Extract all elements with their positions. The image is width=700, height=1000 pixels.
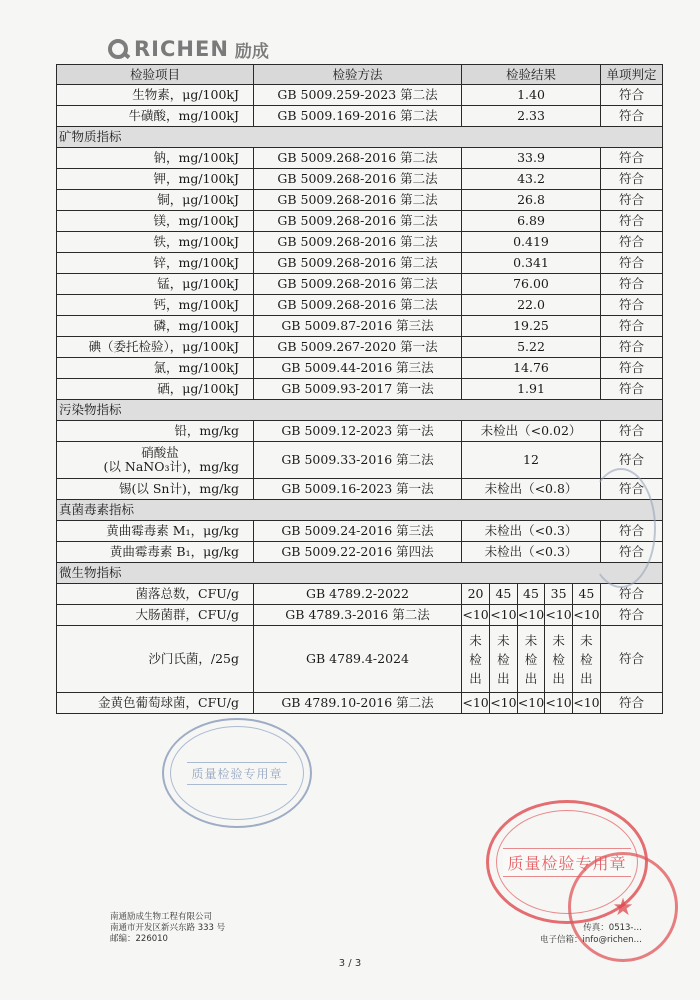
row-item: 黄曲霉毒素 M₁，μg/kg <box>57 521 254 542</box>
row-item: 磷，mg/100kJ <box>57 316 254 337</box>
row-item: 铁，mg/100kJ <box>57 232 254 253</box>
row-method: GB 5009.267-2020 第一法 <box>254 337 462 358</box>
sample-result: 45 <box>572 584 600 604</box>
footer-email: 电子信箱：info@richen… <box>540 935 642 945</box>
row-result: 26.8 <box>462 190 601 211</box>
stamp-ring <box>170 726 304 820</box>
table-row <box>57 253 663 274</box>
row-item-line2: (以 NaNO₃计)，mg/kg <box>103 459 239 474</box>
row-judgement: 符合 <box>601 421 663 442</box>
sample-result: 45 <box>490 584 518 604</box>
sample-result <box>545 626 573 692</box>
row-method: GB 5009.87-2016 第三法 <box>254 316 462 337</box>
sample-result: <10 <box>517 693 545 713</box>
section-title: 真菌毒素指标 <box>57 500 663 521</box>
row-item: 钾，mg/100kJ <box>57 169 254 190</box>
row-method: GB 5009.268-2016 第二法 <box>254 253 462 274</box>
table-row <box>57 584 663 605</box>
row-method: GB 5009.44-2016 第三法 <box>254 358 462 379</box>
row-result: 33.9 <box>462 148 601 169</box>
section-row-mycotoxins <box>57 500 663 521</box>
row-method: GB 4789.2-2022 <box>254 584 462 605</box>
table-header-row <box>57 65 663 85</box>
row-item: 生物素，μg/100kJ <box>57 85 254 106</box>
company-logo <box>108 36 269 62</box>
row-item: 镁，mg/100kJ <box>57 211 254 232</box>
table-row <box>57 521 663 542</box>
row-result: 1.40 <box>462 85 601 106</box>
row-judgement: 符合 <box>601 584 663 605</box>
sample-result <box>517 626 545 692</box>
section-title: 污染物指标 <box>57 400 663 421</box>
row-method: GB 5009.268-2016 第二法 <box>254 148 462 169</box>
row-item: 铅，mg/kg <box>57 421 254 442</box>
section-row-minerals <box>57 127 663 148</box>
table-row <box>57 626 663 693</box>
table-row <box>57 274 663 295</box>
row-item: 碘（委托检验），μg/100kJ <box>57 337 254 358</box>
section-title: 微生物指标 <box>57 563 663 584</box>
footer-address: 南通市开发区新兴东路 333 号 <box>110 923 226 933</box>
table-row <box>57 693 663 714</box>
row-result: 43.2 <box>462 169 601 190</box>
row-judgement: 符合 <box>601 605 663 626</box>
row-judgement: 符合 <box>601 521 663 542</box>
sample-result: <10 <box>517 605 545 625</box>
row-item: 硒，μg/100kJ <box>57 379 254 400</box>
logo-text: RICHEN <box>134 37 229 61</box>
table-row <box>57 316 663 337</box>
sample-result <box>490 626 518 692</box>
table-row <box>57 358 663 379</box>
row-method: GB 5009.259-2023 第二法 <box>254 85 462 106</box>
row-item: 锌，mg/100kJ <box>57 253 254 274</box>
sample-result <box>462 626 490 692</box>
footer-company: 南通励成生物工程有限公司 <box>110 912 213 922</box>
table-row <box>57 542 663 563</box>
sample-result: <10 <box>490 605 518 625</box>
header-result: 检验结果 <box>462 65 601 85</box>
row-item: 沙门氏菌，/25g <box>57 626 254 693</box>
row-method: GB 5009.12-2023 第一法 <box>254 421 462 442</box>
row-judgement: 符合 <box>601 295 663 316</box>
section-row-microbes <box>57 563 663 584</box>
row-judgement: 符合 <box>601 316 663 337</box>
row-method: GB 5009.268-2016 第二法 <box>254 190 462 211</box>
sample-result: <10 <box>462 607 489 622</box>
row-judgement: 符合 <box>601 106 663 127</box>
sample-result: <10 <box>545 605 573 625</box>
row-result: 未检出（<0.02） <box>462 421 601 442</box>
row-result: 1.91 <box>462 379 601 400</box>
sample-result: <10 <box>490 693 518 713</box>
row-item: 黄曲霉毒素 B₁，μg/kg <box>57 542 254 563</box>
row-result-group <box>462 693 601 714</box>
row-item: 大肠菌群，CFU/g <box>57 605 254 626</box>
row-item: 锰，μg/100kJ <box>57 274 254 295</box>
seam-stamp <box>586 468 656 588</box>
inspection-table <box>56 64 663 714</box>
section-row-contaminants <box>57 400 663 421</box>
stamp-center-text: 质量检验专用章 <box>503 848 630 877</box>
header-judgement: 单项判定 <box>601 65 663 85</box>
row-method: GB 5009.169-2016 第二法 <box>254 106 462 127</box>
row-result-group <box>462 584 601 605</box>
table-row <box>57 295 663 316</box>
footer-company-info <box>110 912 225 945</box>
row-method: GB 5009.268-2016 第二法 <box>254 274 462 295</box>
row-item: 金黄色葡萄球菌，CFU/g <box>57 693 254 714</box>
row-judgement: 符合 <box>601 211 663 232</box>
row-judgement: 符合 <box>601 693 663 714</box>
sample-result-text: 未检出 <box>524 632 538 686</box>
page-number: 3 / 3 <box>338 958 362 969</box>
row-result: 未检出（<0.8） <box>462 479 601 500</box>
stamp-center-text: 质量检验专用章 <box>187 762 286 785</box>
row-judgement: 符合 <box>601 274 663 295</box>
row-result: 6.89 <box>462 211 601 232</box>
table-row <box>57 232 663 253</box>
sample-result: <10 <box>545 693 573 713</box>
sample-result-text: 未检出 <box>552 632 565 686</box>
row-result: 未检出（<0.3） <box>462 521 601 542</box>
row-item: 牛磺酸，mg/100kJ <box>57 106 254 127</box>
header-method: 检验方法 <box>254 65 462 85</box>
row-judgement: 符合 <box>601 626 663 693</box>
row-judgement: 符合 <box>601 85 663 106</box>
section-title: 矿物质指标 <box>57 127 663 148</box>
sample-result: 35 <box>545 584 573 604</box>
row-item: 菌落总数，CFU/g <box>57 584 254 605</box>
row-judgement: 符合 <box>601 379 663 400</box>
row-method: GB 5009.93-2017 第一法 <box>254 379 462 400</box>
row-result: 0.419 <box>462 232 601 253</box>
row-method: GB 4789.3-2016 第二法 <box>254 605 462 626</box>
table-row <box>57 479 663 500</box>
sample-result-text: 未检出 <box>497 632 510 686</box>
row-result-group <box>462 626 601 693</box>
row-method: GB 5009.268-2016 第二法 <box>254 232 462 253</box>
sample-result-text: 未检出 <box>580 632 593 686</box>
row-item: 钠，mg/100kJ <box>57 148 254 169</box>
table-row <box>57 337 663 358</box>
row-judgement: 符合 <box>601 358 663 379</box>
row-result: 5.22 <box>462 337 601 358</box>
row-method: GB 5009.24-2016 第三法 <box>254 521 462 542</box>
footer-postcode: 邮编：226010 <box>110 934 168 944</box>
row-result: 22.0 <box>462 295 601 316</box>
row-result: 2.33 <box>462 106 601 127</box>
row-judgement: 符合 <box>601 190 663 211</box>
sample-result: <10 <box>572 605 600 625</box>
logo-mark-icon <box>108 39 128 59</box>
row-result-group <box>462 605 601 626</box>
row-method: GB 4789.10-2016 第二法 <box>254 693 462 714</box>
sample-result: 45 <box>517 584 545 604</box>
row-judgement: 符合 <box>601 542 663 563</box>
sample-result: <10 <box>462 695 489 710</box>
sample-result-text: 未检出 <box>469 632 482 686</box>
table-row <box>57 211 663 232</box>
row-result: 12 <box>462 442 601 479</box>
table-row <box>57 442 663 479</box>
row-method: GB 5009.268-2016 第二法 <box>254 211 462 232</box>
table-row <box>57 190 663 211</box>
footer-fax: 传真：0513-… <box>583 923 642 933</box>
row-item: 铜，μg/100kJ <box>57 190 254 211</box>
row-method: GB 4789.4-2024 <box>254 626 462 693</box>
seal-star-icon: ★ <box>612 893 634 921</box>
table-row <box>57 169 663 190</box>
table-row <box>57 106 663 127</box>
row-judgement: 符合 <box>601 232 663 253</box>
sample-result: <10 <box>572 693 600 713</box>
row-item-line1: 硝酸盐 <box>141 445 179 460</box>
quality-stamp-blue <box>162 718 312 828</box>
row-item: 氯，mg/100kJ <box>57 358 254 379</box>
row-judgement: 符合 <box>601 337 663 358</box>
row-method: GB 5009.268-2016 第二法 <box>254 169 462 190</box>
sample-result: 20 <box>467 586 484 601</box>
row-judgement: 符合 <box>601 253 663 274</box>
row-result: 14.76 <box>462 358 601 379</box>
row-method: GB 5009.16-2023 第一法 <box>254 479 462 500</box>
table-row <box>57 379 663 400</box>
row-result: 19.25 <box>462 316 601 337</box>
table-row <box>57 421 663 442</box>
logo-text-cn: 励成 <box>234 41 269 62</box>
row-judgement: 符合 <box>601 148 663 169</box>
row-method: GB 5009.268-2016 第二法 <box>254 295 462 316</box>
row-result: 未检出（<0.3） <box>462 542 601 563</box>
row-method: GB 5009.33-2016 第二法 <box>254 442 462 479</box>
row-judgement: 符合 <box>601 442 663 479</box>
header-item: 检验项目 <box>57 65 254 85</box>
table-row <box>57 148 663 169</box>
row-judgement: 符合 <box>601 169 663 190</box>
footer-contact-info <box>492 922 642 946</box>
sample-result <box>572 626 600 692</box>
row-judgement: 符合 <box>601 479 663 500</box>
row-result: 0.341 <box>462 253 601 274</box>
row-item <box>57 442 254 479</box>
table-row <box>57 85 663 106</box>
row-item: 钙，mg/100kJ <box>57 295 254 316</box>
row-item: 锡(以 Sn计)，mg/kg <box>57 479 254 500</box>
row-result: 76.00 <box>462 274 601 295</box>
row-method: GB 5009.22-2016 第四法 <box>254 542 462 563</box>
table-row <box>57 605 663 626</box>
